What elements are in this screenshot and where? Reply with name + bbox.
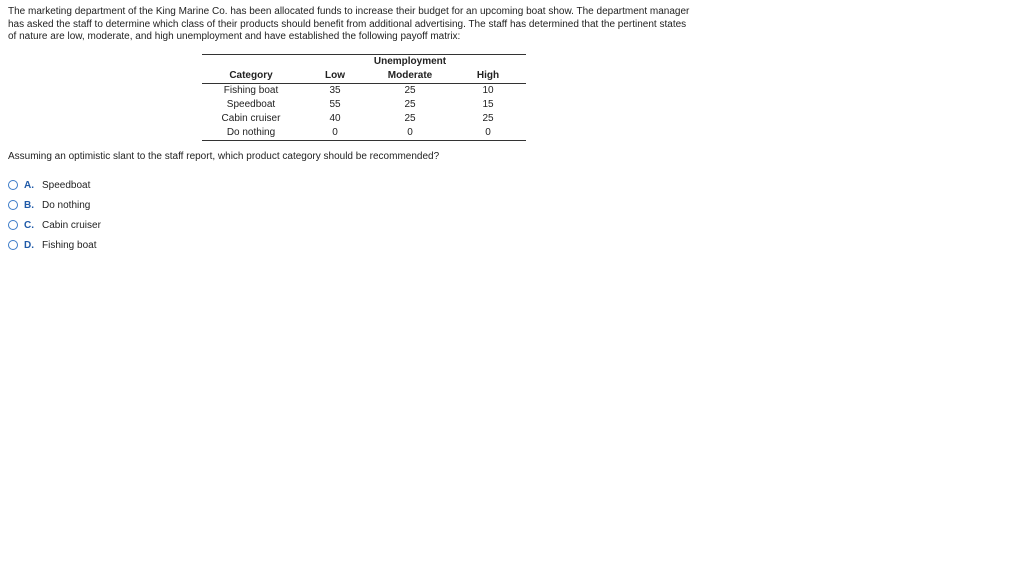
table-cell: 10	[482, 85, 494, 96]
table-cell: 25	[404, 85, 416, 96]
table-cell: Do nothing	[202, 126, 300, 141]
option-label: Speedboat	[42, 179, 91, 191]
table-group-spacer	[300, 55, 370, 70]
table-cell: 55	[329, 99, 341, 110]
option-letter: D.	[24, 239, 34, 251]
answer-option-a[interactable]	[8, 178, 101, 192]
table-cell: 25	[404, 113, 416, 124]
answer-option-b[interactable]	[8, 198, 101, 212]
option-label: Fishing boat	[42, 239, 97, 251]
table-row	[202, 84, 526, 99]
problem-statement-line: The marketing department of the King Marine Co. has been allocated funds to increase their budget for an upcoming boat show. The department manager	[8, 6, 690, 17]
table-cell: 25	[404, 99, 416, 110]
option-letter: A.	[24, 179, 34, 191]
column-header-category: Category	[202, 69, 300, 84]
radio-button-icon[interactable]	[8, 240, 18, 250]
table-cell: 35	[329, 85, 341, 96]
payoff-matrix	[202, 54, 526, 141]
table-cell: 0	[300, 126, 370, 141]
problem-statement-line: has asked the staff to determine which class of their products should benefit from additional advertising. The staff has determined that the pertinent states	[8, 18, 687, 30]
problem-statement	[8, 6, 724, 44]
table-group-header-row	[202, 55, 526, 70]
column-header-low: Low	[300, 69, 370, 84]
answer-options	[8, 178, 101, 258]
table-row	[202, 112, 526, 126]
option-letter: B.	[24, 199, 34, 211]
table-cell: 15	[482, 99, 494, 110]
table-cell: Cabin cruiser	[221, 113, 281, 124]
answer-option-d[interactable]	[8, 238, 101, 252]
table-cell: Fishing boat	[223, 85, 279, 96]
column-header-high: High	[450, 69, 526, 84]
table-header-row	[202, 69, 526, 84]
radio-button-icon[interactable]	[8, 200, 18, 210]
unemployment-group-header: Unemployment	[370, 55, 450, 70]
table-cell: 0	[370, 126, 450, 141]
table-group-spacer	[450, 55, 526, 70]
table-cell: 40	[329, 113, 341, 124]
table-row	[202, 126, 526, 141]
table-cell: 25	[482, 113, 494, 124]
table-group-spacer	[202, 55, 300, 70]
table-row	[202, 98, 526, 112]
answer-option-c[interactable]	[8, 218, 101, 232]
option-label: Cabin cruiser	[42, 219, 101, 231]
table-cell: Speedboat	[226, 99, 276, 110]
column-header-moderate: Moderate	[370, 69, 450, 84]
table-cell: 0	[450, 126, 526, 141]
question-text: Assuming an optimistic slant to the staff report, which product category should be recommended?	[8, 151, 440, 162]
option-label: Do nothing	[42, 199, 91, 211]
option-letter: C.	[24, 219, 34, 231]
problem-statement-line: of nature are low, moderate, and high unemployment and have established the following payoff matrix:	[8, 31, 461, 42]
radio-button-icon[interactable]	[8, 220, 18, 230]
radio-button-icon[interactable]	[8, 180, 18, 190]
